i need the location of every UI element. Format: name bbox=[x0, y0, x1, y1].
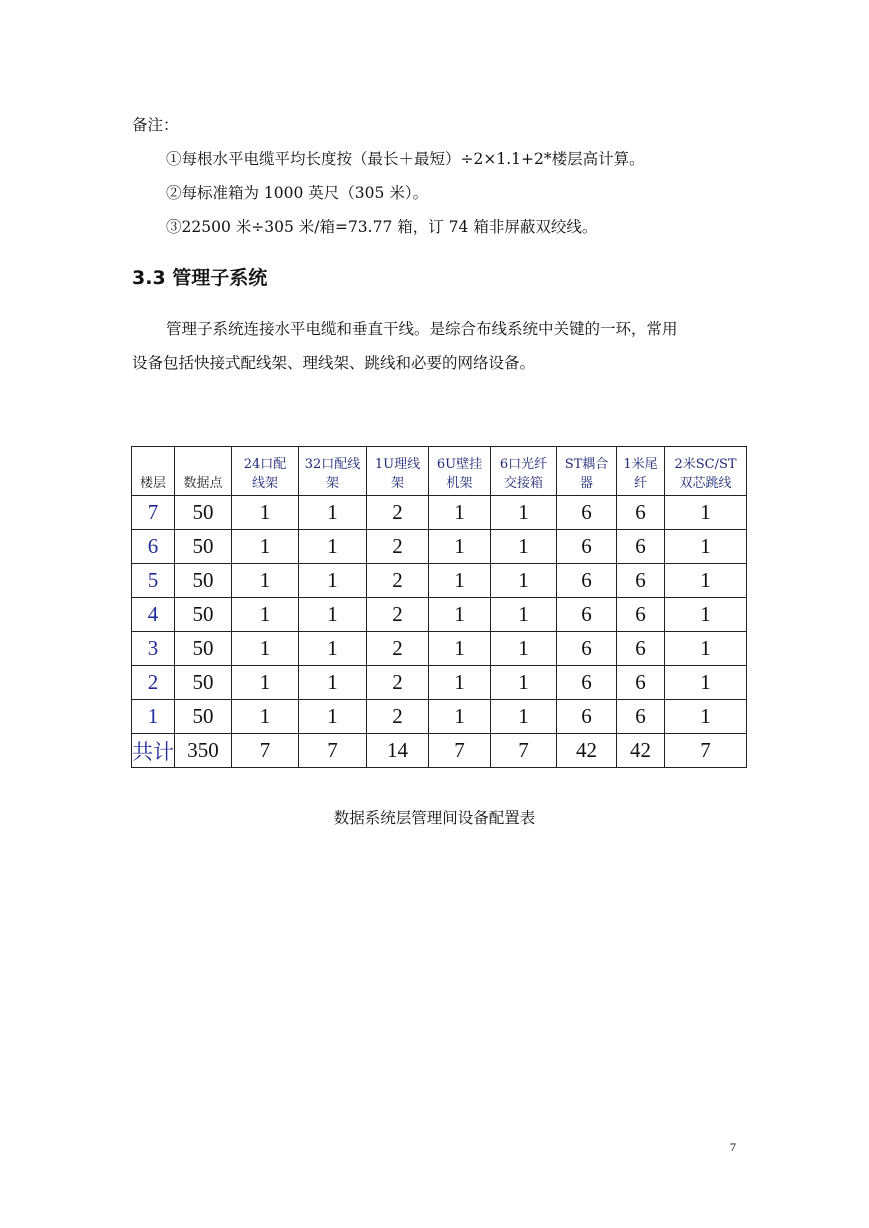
header-32-port-patch-panel: 32口配线 架 bbox=[299, 447, 367, 496]
table-cell: 7 bbox=[232, 734, 299, 768]
table-cell: 6 bbox=[557, 666, 617, 700]
table-cell: 6 bbox=[557, 632, 617, 666]
table-cell: 1 bbox=[299, 632, 367, 666]
table-cell: 50 bbox=[175, 632, 232, 666]
table-cell: 6 bbox=[617, 632, 665, 666]
table-cell: 6 bbox=[617, 530, 665, 564]
table-cell: 6 bbox=[617, 666, 665, 700]
table-cell: 1 bbox=[665, 666, 747, 700]
table-cell: 50 bbox=[175, 530, 232, 564]
floor-cell: 6 bbox=[132, 530, 175, 564]
header-data-points: 数据点 bbox=[175, 447, 232, 496]
table-cell: 2 bbox=[367, 496, 429, 530]
table-cell: 350 bbox=[175, 734, 232, 768]
table-cell: 7 bbox=[491, 734, 557, 768]
table-row bbox=[132, 632, 747, 666]
floor-cell: 3 bbox=[132, 632, 175, 666]
table-cell: 2 bbox=[367, 700, 429, 734]
table-row bbox=[132, 564, 747, 598]
table-body bbox=[132, 496, 747, 768]
note-item-1: ①每根水平电缆平均长度按（最长＋最短）÷2×1.1+2*楼层高计算。 bbox=[166, 150, 645, 168]
table-cell: 14 bbox=[367, 734, 429, 768]
table-cell: 50 bbox=[175, 700, 232, 734]
table-cell: 2 bbox=[367, 598, 429, 632]
table-cell: 1 bbox=[232, 700, 299, 734]
table-cell: 6 bbox=[557, 598, 617, 632]
table-row bbox=[132, 496, 747, 530]
table-cell: 1 bbox=[429, 666, 491, 700]
table-cell: 1 bbox=[665, 632, 747, 666]
table-cell: 1 bbox=[299, 700, 367, 734]
floor-cell: 1 bbox=[132, 700, 175, 734]
table-cell: 1 bbox=[491, 564, 557, 598]
table-cell: 1 bbox=[491, 496, 557, 530]
table-cell: 1 bbox=[491, 700, 557, 734]
table-cell: 1 bbox=[665, 564, 747, 598]
table-cell: 42 bbox=[557, 734, 617, 768]
header-1m-pigtail: 1米尾 纤 bbox=[617, 447, 665, 496]
table-cell: 7 bbox=[299, 734, 367, 768]
table-cell: 1 bbox=[491, 632, 557, 666]
table-cell: 1 bbox=[665, 496, 747, 530]
table-cell: 50 bbox=[175, 598, 232, 632]
section-paragraph-line-1: 管理子系统连接水平电缆和垂直干线。是综合布线系统中关键的一环，常用 bbox=[166, 320, 678, 338]
table-cell: 6 bbox=[557, 700, 617, 734]
table-cell: 1 bbox=[429, 496, 491, 530]
table-cell: 6 bbox=[557, 530, 617, 564]
table-cell: 42 bbox=[617, 734, 665, 768]
table-cell: 7 bbox=[429, 734, 491, 768]
table-row bbox=[132, 530, 747, 564]
table-cell: 6 bbox=[617, 496, 665, 530]
page-number: 7 bbox=[730, 1140, 736, 1154]
table-cell: 1 bbox=[232, 530, 299, 564]
floor-cell: 共计 bbox=[132, 734, 175, 768]
table-cell: 50 bbox=[175, 666, 232, 700]
table-cell: 1 bbox=[299, 564, 367, 598]
table-cell: 2 bbox=[367, 564, 429, 598]
table-cell: 1 bbox=[429, 564, 491, 598]
table-cell: 2 bbox=[367, 666, 429, 700]
table-cell: 2 bbox=[367, 632, 429, 666]
header-1u-cable-manager: 1U理线 架 bbox=[367, 447, 429, 496]
floor-cell: 7 bbox=[132, 496, 175, 530]
table-cell: 50 bbox=[175, 496, 232, 530]
table-cell: 1 bbox=[429, 530, 491, 564]
table-cell: 50 bbox=[175, 564, 232, 598]
table-cell: 1 bbox=[429, 632, 491, 666]
table-caption: 数据系统层管理间设备配置表 bbox=[333, 809, 536, 827]
table-cell: 1 bbox=[299, 530, 367, 564]
table-cell: 1 bbox=[429, 598, 491, 632]
table-row bbox=[132, 700, 747, 734]
table-cell: 1 bbox=[491, 666, 557, 700]
table-cell: 7 bbox=[665, 734, 747, 768]
header-24-port-patch-panel: 24口配 线架 bbox=[232, 447, 299, 496]
header-floor: 楼层 bbox=[132, 447, 175, 496]
table-cell: 1 bbox=[665, 598, 747, 632]
table-cell: 1 bbox=[665, 700, 747, 734]
table-cell: 2 bbox=[367, 530, 429, 564]
table-cell: 1 bbox=[232, 496, 299, 530]
section-heading: 3.3 管理子系统 bbox=[132, 267, 268, 289]
table-cell: 1 bbox=[299, 496, 367, 530]
table-cell: 6 bbox=[557, 564, 617, 598]
floor-cell: 2 bbox=[132, 666, 175, 700]
notes-title: 备注： bbox=[132, 116, 179, 134]
header-st-coupler: ST耦合 器 bbox=[557, 447, 617, 496]
table-cell: 1 bbox=[429, 700, 491, 734]
note-item-2: ②每标准箱为 1000 英尺（305 米）。 bbox=[166, 184, 429, 202]
table-row bbox=[132, 666, 747, 700]
table-row bbox=[132, 598, 747, 632]
header-2m-sc-st-jumper: 2米SC/ST 双芯跳线 bbox=[665, 447, 747, 496]
table-cell: 1 bbox=[232, 598, 299, 632]
table-header-row bbox=[132, 447, 747, 496]
table-cell: 1 bbox=[299, 666, 367, 700]
table-cell: 1 bbox=[491, 598, 557, 632]
table-cell: 1 bbox=[299, 598, 367, 632]
header-6u-wall-rack: 6U壁挂 机架 bbox=[429, 447, 491, 496]
table-cell: 1 bbox=[232, 564, 299, 598]
table-cell: 1 bbox=[232, 632, 299, 666]
section-paragraph-line-2: 设备包括快接式配线架、理线架、跳线和必要的网络设备。 bbox=[132, 354, 536, 372]
table-cell: 6 bbox=[617, 564, 665, 598]
table-cell: 6 bbox=[617, 598, 665, 632]
note-item-3: ③22500 米÷305 米/箱=73.77 箱，订 74 箱非屏蔽双绞线。 bbox=[166, 218, 598, 236]
table-cell: 6 bbox=[557, 496, 617, 530]
table-cell: 1 bbox=[232, 666, 299, 700]
header-6-port-fiber-box: 6口光纤 交接箱 bbox=[491, 447, 557, 496]
table-cell: 1 bbox=[665, 530, 747, 564]
equipment-config-table bbox=[131, 446, 747, 768]
table-total-row bbox=[132, 734, 747, 768]
table-cell: 6 bbox=[617, 700, 665, 734]
floor-cell: 5 bbox=[132, 564, 175, 598]
table-cell: 1 bbox=[491, 530, 557, 564]
floor-cell: 4 bbox=[132, 598, 175, 632]
